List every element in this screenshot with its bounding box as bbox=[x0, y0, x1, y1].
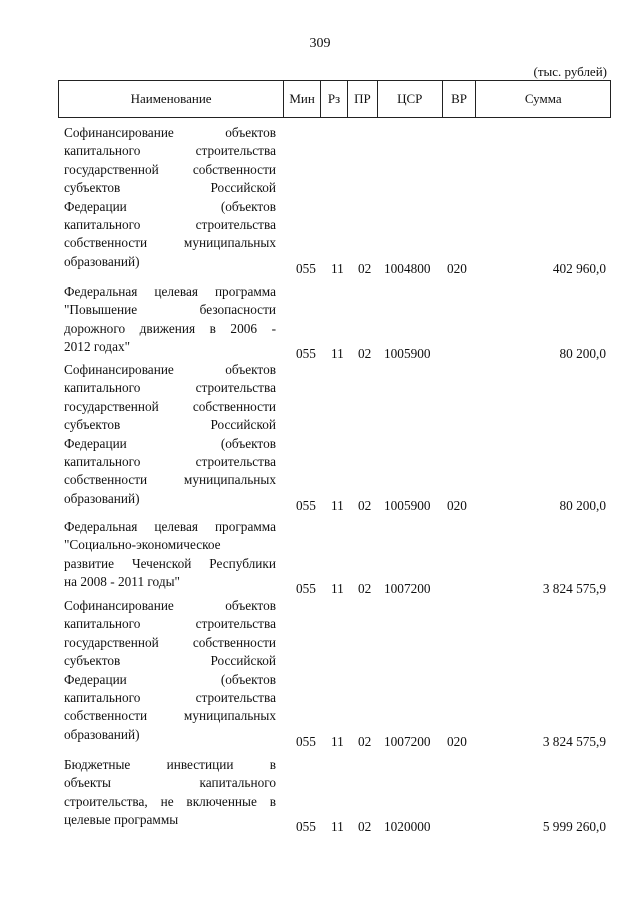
header-pr: ПР bbox=[348, 81, 378, 117]
row-name-line: образований) bbox=[64, 490, 140, 506]
row-name-line: Федеральная целевая программа bbox=[64, 284, 276, 299]
row-name-line: образований) bbox=[64, 253, 140, 269]
row-name-line: Федерации (объектов bbox=[64, 198, 276, 214]
row-name-line: государственной собственности bbox=[64, 161, 276, 177]
row-rz: 11 bbox=[331, 733, 344, 749]
row-rz: 11 bbox=[331, 260, 344, 276]
row-name-line: субъектов Российской bbox=[64, 653, 276, 669]
header-vr: ВР bbox=[443, 81, 477, 117]
row-sum: 402 960,0 bbox=[552, 260, 606, 276]
row-vr: 020 bbox=[447, 260, 467, 276]
row-name-line: капитального строительства bbox=[64, 216, 276, 232]
row-name-line: Федерации (объектов bbox=[64, 435, 276, 451]
row-vr: 020 bbox=[447, 733, 467, 749]
row-rz: 11 bbox=[331, 497, 344, 513]
row-sum: 80 200,0 bbox=[559, 346, 606, 362]
row-csr: 1007200 bbox=[384, 733, 431, 749]
row-name-line: целевые программы bbox=[64, 812, 179, 828]
row-vr: 020 bbox=[447, 497, 467, 513]
row-name-line: Федерации (объектов bbox=[64, 671, 276, 687]
row-name-line: "Социально-экономическое bbox=[64, 537, 221, 553]
row-name-line: капитального строительства bbox=[64, 453, 276, 469]
row-name-line: Федеральная целевая программа bbox=[64, 519, 276, 534]
row-min: 055 bbox=[296, 346, 316, 362]
row-pr: 02 bbox=[358, 733, 372, 749]
row-name-line: строительства, не включенные в bbox=[64, 793, 276, 809]
row-name bbox=[64, 756, 276, 830]
page-number: 309 bbox=[309, 36, 331, 51]
row-min: 055 bbox=[296, 819, 316, 835]
row-name-line: капитального строительства bbox=[64, 616, 276, 632]
row-pr: 02 bbox=[358, 260, 372, 276]
header-rz: Рз bbox=[321, 81, 348, 117]
row-name bbox=[64, 518, 276, 592]
row-rz: 11 bbox=[331, 346, 344, 362]
row-csr: 1004800 bbox=[384, 260, 431, 276]
row-sum: 3 824 575,9 bbox=[542, 581, 606, 597]
row-min: 055 bbox=[296, 733, 316, 749]
row-name-line: собственности муниципальных bbox=[64, 472, 276, 488]
row-pr: 02 bbox=[358, 819, 372, 835]
row-name-line: капитального строительства bbox=[64, 143, 276, 159]
row-name bbox=[64, 361, 276, 508]
header-csr: ЦСР bbox=[378, 81, 443, 117]
row-name-line: государственной собственности bbox=[64, 634, 276, 650]
row-min: 055 bbox=[296, 581, 316, 597]
row-name-line: Софинансирование объектов bbox=[64, 362, 276, 377]
row-name-line: капитального строительства bbox=[64, 689, 276, 705]
row-csr: 1005900 bbox=[384, 346, 431, 362]
row-name-line: объекты капитального bbox=[64, 775, 276, 791]
header-sum: Сумма bbox=[524, 91, 562, 106]
units-label: (тыс. рублей) bbox=[533, 64, 607, 79]
row-name-line: дорожного движения в 2006 - bbox=[64, 320, 276, 336]
row-name-line: государственной собственности bbox=[64, 398, 276, 414]
row-name bbox=[64, 283, 276, 357]
row-rz: 11 bbox=[331, 819, 344, 835]
row-name-line: капитального строительства bbox=[64, 380, 276, 396]
row-name-line: Софинансирование объектов bbox=[64, 125, 276, 140]
row-pr: 02 bbox=[358, 346, 372, 362]
row-name-line: развитие Чеченской Республики bbox=[64, 555, 276, 571]
row-name-line: собственности муниципальных bbox=[64, 708, 276, 724]
row-sum: 5 999 260,0 bbox=[542, 819, 606, 835]
row-sum: 80 200,0 bbox=[559, 497, 606, 513]
row-rz: 11 bbox=[331, 581, 344, 597]
row-name-line: собственности муниципальных bbox=[64, 235, 276, 251]
row-name-line: на 2008 - 2011 годы" bbox=[64, 574, 180, 590]
header-name: Наименование bbox=[59, 81, 284, 117]
row-min: 055 bbox=[296, 497, 316, 513]
row-pr: 02 bbox=[358, 497, 372, 513]
row-pr: 02 bbox=[358, 581, 372, 597]
row-csr: 1005900 bbox=[384, 497, 431, 513]
row-csr: 1007200 bbox=[384, 581, 431, 597]
row-sum: 3 824 575,9 bbox=[542, 733, 606, 749]
row-name-line: Бюджетные инвестиции в bbox=[64, 757, 276, 772]
table-header bbox=[58, 80, 611, 118]
row-name-line: Софинансирование объектов bbox=[64, 598, 276, 613]
row-name-line: субъектов Российской bbox=[64, 180, 276, 196]
row-name bbox=[64, 597, 276, 744]
row-name-line: субъектов Российской bbox=[64, 417, 276, 433]
row-min: 055 bbox=[296, 260, 316, 276]
row-csr: 1020000 bbox=[384, 819, 431, 835]
row-name-line: "Повышение безопасности bbox=[64, 302, 276, 318]
row-name bbox=[64, 124, 276, 271]
row-name-line: образований) bbox=[64, 726, 140, 742]
header-min: Мин bbox=[284, 81, 321, 117]
row-name-line: 2012 годах" bbox=[64, 339, 131, 355]
